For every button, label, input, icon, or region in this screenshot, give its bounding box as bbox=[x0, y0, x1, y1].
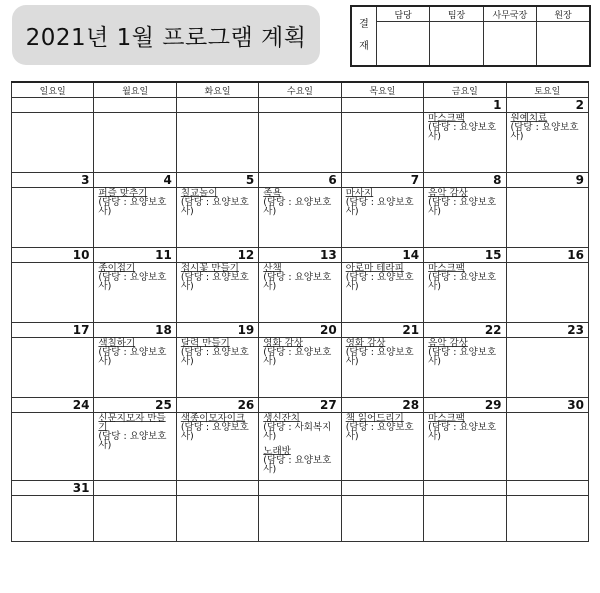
program-name: 색칠하기 bbox=[98, 338, 136, 349]
program-staff: (담당 : 요양보호사) bbox=[428, 422, 497, 442]
program-staff: (담당 : 요양보호사) bbox=[180, 347, 249, 367]
event-cell-fri[interactable] bbox=[424, 413, 506, 481]
event-cell-sun[interactable] bbox=[12, 338, 94, 398]
program-entry bbox=[428, 414, 503, 441]
date-cell-mon bbox=[94, 323, 176, 338]
date-number: 31 bbox=[72, 481, 90, 495]
event-cell-sat[interactable] bbox=[506, 496, 588, 542]
program-staff: (담당 : 요양보호사) bbox=[98, 197, 167, 217]
date-cell-sun bbox=[12, 248, 94, 263]
event-row bbox=[12, 188, 589, 248]
event-cell-tue[interactable] bbox=[176, 496, 258, 542]
program-name: 생신잔치 bbox=[263, 413, 300, 424]
date-cell-mon bbox=[94, 98, 176, 113]
program-entry bbox=[346, 189, 421, 216]
date-cell-tue bbox=[176, 481, 258, 496]
date-cell-fri bbox=[424, 248, 506, 263]
event-cell-fri[interactable] bbox=[424, 188, 506, 248]
program-entry bbox=[511, 114, 586, 141]
approval-label-2: 재 bbox=[359, 41, 369, 52]
date-number: 20 bbox=[319, 323, 337, 337]
date-number: 30 bbox=[567, 398, 584, 412]
event-row bbox=[12, 113, 589, 173]
program-entry bbox=[263, 264, 338, 291]
date-number: 19 bbox=[237, 323, 255, 337]
date-cell-wed bbox=[259, 398, 341, 413]
date-number: 13 bbox=[319, 248, 337, 262]
date-number: 25 bbox=[155, 398, 172, 412]
program-staff: (담당 : 요양보호사) bbox=[263, 197, 332, 217]
date-cell-sun bbox=[12, 323, 94, 338]
program-name: 칠교놀이 bbox=[180, 188, 218, 199]
weekday-mon: 월요일 bbox=[94, 82, 176, 98]
date-number: 17 bbox=[72, 323, 90, 337]
date-cell-wed bbox=[259, 98, 341, 113]
event-cell-fri[interactable] bbox=[424, 496, 506, 542]
event-row bbox=[12, 496, 589, 542]
event-cell-tue[interactable] bbox=[176, 263, 258, 323]
weekday-sat: 토요일 bbox=[506, 82, 588, 98]
program-name: 달력 만들기 bbox=[180, 338, 230, 349]
approval-role-team-lead: 팀장 bbox=[430, 6, 483, 22]
program-staff: (담당 : 요양보호사) bbox=[263, 455, 332, 475]
program-name: 음악 감상 bbox=[428, 338, 468, 349]
program-staff: (담당 : 요양보호사) bbox=[428, 122, 497, 142]
program-entry bbox=[98, 264, 173, 291]
program-entry bbox=[98, 339, 173, 366]
event-cell-thu[interactable] bbox=[341, 263, 423, 323]
weekday-sun: 일요일 bbox=[12, 82, 94, 98]
date-cell-sat bbox=[506, 98, 588, 113]
event-cell-sat[interactable] bbox=[506, 413, 588, 481]
date-number: 24 bbox=[72, 398, 90, 412]
event-cell-mon[interactable] bbox=[94, 263, 176, 323]
weekday-header-row bbox=[12, 82, 589, 98]
date-cell-tue bbox=[176, 98, 258, 113]
program-entry bbox=[346, 264, 421, 291]
date-cell-wed bbox=[259, 173, 341, 188]
title-box bbox=[12, 5, 320, 65]
date-cell-thu bbox=[341, 98, 423, 113]
date-cell-tue bbox=[176, 398, 258, 413]
program-name: 족욕 bbox=[263, 188, 282, 199]
date-number: 28 bbox=[402, 398, 420, 412]
date-cell-mon bbox=[94, 481, 176, 496]
program-entry bbox=[181, 264, 256, 291]
date-row bbox=[12, 398, 589, 413]
date-cell-wed bbox=[259, 481, 341, 496]
program-staff: (담당 : 요양보호사) bbox=[180, 422, 249, 442]
date-number: 23 bbox=[567, 323, 584, 337]
date-number: 10 bbox=[72, 248, 90, 262]
program-staff: (담당 : 요양보호사) bbox=[345, 272, 414, 292]
date-number: 6 bbox=[328, 173, 337, 187]
program-name: 접시꽃 만들기 bbox=[180, 263, 239, 274]
date-number: 4 bbox=[163, 173, 172, 187]
date-cell-sat bbox=[506, 323, 588, 338]
program-staff: (담당 : 요양보호사) bbox=[98, 272, 167, 292]
program-name: 영화 감상 bbox=[345, 338, 386, 349]
program-name: 산책 bbox=[263, 263, 282, 274]
date-row bbox=[12, 173, 589, 188]
date-cell-tue bbox=[176, 173, 258, 188]
program-name: 마스크팩 bbox=[428, 113, 465, 124]
event-cell-sat[interactable] bbox=[506, 113, 588, 173]
event-row bbox=[12, 413, 589, 481]
date-row bbox=[12, 98, 589, 113]
event-cell-mon[interactable] bbox=[94, 496, 176, 542]
program-staff: (담당 : 요양보호사) bbox=[510, 122, 579, 142]
program-name: 책 읽어드리기 bbox=[345, 413, 404, 424]
date-cell-sun bbox=[12, 173, 94, 188]
program-staff: (담당 : 요양보호사) bbox=[428, 272, 497, 292]
program-entry bbox=[428, 339, 503, 366]
event-cell-sun[interactable] bbox=[12, 413, 94, 481]
program-entry bbox=[181, 339, 256, 366]
date-cell-thu bbox=[341, 248, 423, 263]
event-cell-sat[interactable] bbox=[506, 263, 588, 323]
date-number: 15 bbox=[484, 248, 502, 262]
program-entry bbox=[263, 189, 338, 216]
program-name: 노래방 bbox=[263, 446, 291, 457]
program-name: 색종이모자이크 bbox=[180, 413, 246, 424]
event-cell-tue[interactable] bbox=[176, 338, 258, 398]
date-number: 8 bbox=[493, 173, 502, 187]
approval-sign-team-lead[interactable] bbox=[430, 22, 483, 67]
date-number: 12 bbox=[237, 248, 255, 262]
date-cell-wed bbox=[259, 248, 341, 263]
program-entry bbox=[346, 339, 421, 366]
date-cell-fri bbox=[424, 98, 506, 113]
date-number: 7 bbox=[410, 173, 420, 187]
date-number: 16 bbox=[567, 248, 584, 262]
program-staff: (담당 : 요양보호사) bbox=[263, 272, 332, 292]
program-name: 퍼즐 맞추기 bbox=[98, 188, 148, 199]
date-number: 18 bbox=[155, 323, 172, 337]
event-cell-fri[interactable] bbox=[424, 113, 506, 173]
program-staff: (담당 : 요양보호사) bbox=[180, 272, 249, 292]
program-staff: (담당 : 요양보호사) bbox=[180, 197, 249, 217]
event-cell-sun[interactable] bbox=[12, 263, 94, 323]
date-number: 29 bbox=[484, 398, 502, 412]
event-cell-mon[interactable] bbox=[94, 188, 176, 248]
program-staff: (담당 : 사회복지사) bbox=[263, 422, 332, 442]
event-cell-mon[interactable] bbox=[94, 413, 176, 481]
program-staff: (담당 : 요양보호사) bbox=[263, 347, 332, 367]
program-entry bbox=[428, 114, 503, 141]
program-name: 마스크팩 bbox=[428, 263, 465, 274]
event-cell-wed[interactable] bbox=[259, 413, 341, 481]
date-cell-wed bbox=[259, 323, 341, 338]
program-entry bbox=[181, 414, 256, 441]
date-row bbox=[12, 323, 589, 338]
program-staff: (담당 : 요양보호사) bbox=[98, 347, 167, 367]
event-cell-mon[interactable] bbox=[94, 113, 176, 173]
program-entry bbox=[263, 447, 338, 474]
date-cell-sun bbox=[12, 398, 94, 413]
event-cell-sat[interactable] bbox=[506, 338, 588, 398]
approval-table bbox=[350, 5, 591, 67]
event-row bbox=[12, 263, 589, 323]
date-cell-thu bbox=[341, 398, 423, 413]
date-cell-thu bbox=[341, 173, 423, 188]
date-cell-sat bbox=[506, 248, 588, 263]
date-cell-sun bbox=[12, 98, 94, 113]
event-cell-thu[interactable] bbox=[341, 496, 423, 542]
date-number: 5 bbox=[245, 173, 255, 187]
date-number: 21 bbox=[402, 323, 420, 337]
date-number: 11 bbox=[155, 248, 172, 262]
event-cell-wed[interactable] bbox=[259, 113, 341, 173]
event-row bbox=[12, 338, 589, 398]
program-staff: (담당 : 요양보호사) bbox=[428, 197, 497, 217]
program-name: 신문지모자 만들기 bbox=[98, 413, 166, 433]
event-cell-sun[interactable] bbox=[12, 113, 94, 173]
program-entry bbox=[181, 189, 256, 216]
program-staff: (담당 : 요양보호사) bbox=[345, 347, 414, 367]
program-name: 마스크팩 bbox=[428, 413, 465, 424]
date-cell-fri bbox=[424, 173, 506, 188]
event-cell-wed[interactable] bbox=[259, 263, 341, 323]
program-name: 음악 감상 bbox=[428, 188, 468, 199]
event-cell-wed[interactable] bbox=[259, 188, 341, 248]
event-cell-thu[interactable] bbox=[341, 338, 423, 398]
page-title: 2021년 1월 프로그램 계획 bbox=[25, 24, 307, 51]
date-cell-fri bbox=[424, 323, 506, 338]
approval-sign-secretary-general[interactable] bbox=[483, 22, 536, 67]
program-entry bbox=[346, 414, 421, 441]
date-number: 27 bbox=[319, 398, 337, 412]
program-entry bbox=[428, 264, 503, 291]
event-cell-fri[interactable] bbox=[424, 263, 506, 323]
event-cell-tue[interactable] bbox=[176, 188, 258, 248]
weekday-thu: 목요일 bbox=[341, 82, 423, 98]
event-cell-sat[interactable] bbox=[506, 188, 588, 248]
weekday-fri: 금요일 bbox=[424, 82, 506, 98]
program-staff: (담당 : 요양보호사) bbox=[345, 197, 414, 217]
date-cell-sat bbox=[506, 481, 588, 496]
event-cell-tue[interactable] bbox=[176, 413, 258, 481]
date-number: 14 bbox=[402, 248, 420, 262]
program-staff: (담당 : 요양보호사) bbox=[98, 431, 167, 451]
date-cell-sun bbox=[12, 481, 94, 496]
program-entry bbox=[428, 189, 503, 216]
program-name: 마사지 bbox=[345, 188, 374, 199]
date-number: 22 bbox=[484, 323, 502, 337]
date-number: 3 bbox=[81, 173, 90, 187]
date-cell-tue bbox=[176, 323, 258, 338]
program-entry bbox=[98, 189, 173, 216]
program-name: 아로마 테라피 bbox=[345, 263, 404, 274]
weekday-tue: 화요일 bbox=[176, 82, 258, 98]
calendar-table bbox=[11, 81, 589, 542]
date-cell-mon bbox=[94, 248, 176, 263]
date-cell-sat bbox=[506, 173, 588, 188]
approval-label-1: 결 bbox=[359, 19, 369, 30]
program-staff: (담당 : 요양보호사) bbox=[428, 347, 497, 367]
calendar-body bbox=[12, 98, 589, 542]
date-cell-thu bbox=[341, 323, 423, 338]
approval-role-director: 원장 bbox=[537, 6, 590, 22]
event-cell-wed[interactable] bbox=[259, 496, 341, 542]
date-number: 9 bbox=[575, 173, 584, 187]
date-number: 1 bbox=[493, 98, 502, 112]
event-cell-thu[interactable] bbox=[341, 413, 423, 481]
program-entry bbox=[263, 339, 338, 366]
approval-sign-staff[interactable] bbox=[377, 22, 430, 67]
program-name: 원예치료 bbox=[510, 113, 548, 124]
event-cell-sun[interactable] bbox=[12, 496, 94, 542]
program-staff: (담당 : 요양보호사) bbox=[345, 422, 414, 442]
approval-sign-director[interactable] bbox=[537, 22, 590, 67]
program-entry bbox=[263, 414, 338, 441]
event-cell-fri[interactable] bbox=[424, 338, 506, 398]
date-cell-fri bbox=[424, 481, 506, 496]
date-cell-tue bbox=[176, 248, 258, 263]
event-cell-thu[interactable] bbox=[341, 113, 423, 173]
event-cell-mon[interactable] bbox=[94, 338, 176, 398]
program-entry bbox=[98, 414, 173, 450]
event-cell-thu[interactable] bbox=[341, 188, 423, 248]
date-number: 2 bbox=[575, 98, 584, 112]
date-cell-thu bbox=[341, 481, 423, 496]
program-name: 종이접기 bbox=[98, 263, 136, 274]
date-cell-mon bbox=[94, 173, 176, 188]
approval-role-secretary-general: 사무국장 bbox=[483, 6, 536, 22]
approval-role-staff: 담당 bbox=[377, 6, 430, 22]
program-name: 영화 감상 bbox=[263, 338, 303, 349]
date-cell-sat bbox=[506, 398, 588, 413]
event-cell-wed[interactable] bbox=[259, 338, 341, 398]
approval-label bbox=[351, 6, 377, 66]
date-number: 26 bbox=[237, 398, 255, 412]
date-cell-fri bbox=[424, 398, 506, 413]
weekday-wed: 수요일 bbox=[259, 82, 341, 98]
event-cell-sun[interactable] bbox=[12, 188, 94, 248]
date-row bbox=[12, 481, 589, 496]
event-cell-tue[interactable] bbox=[176, 113, 258, 173]
date-row bbox=[12, 248, 589, 263]
date-cell-mon bbox=[94, 398, 176, 413]
